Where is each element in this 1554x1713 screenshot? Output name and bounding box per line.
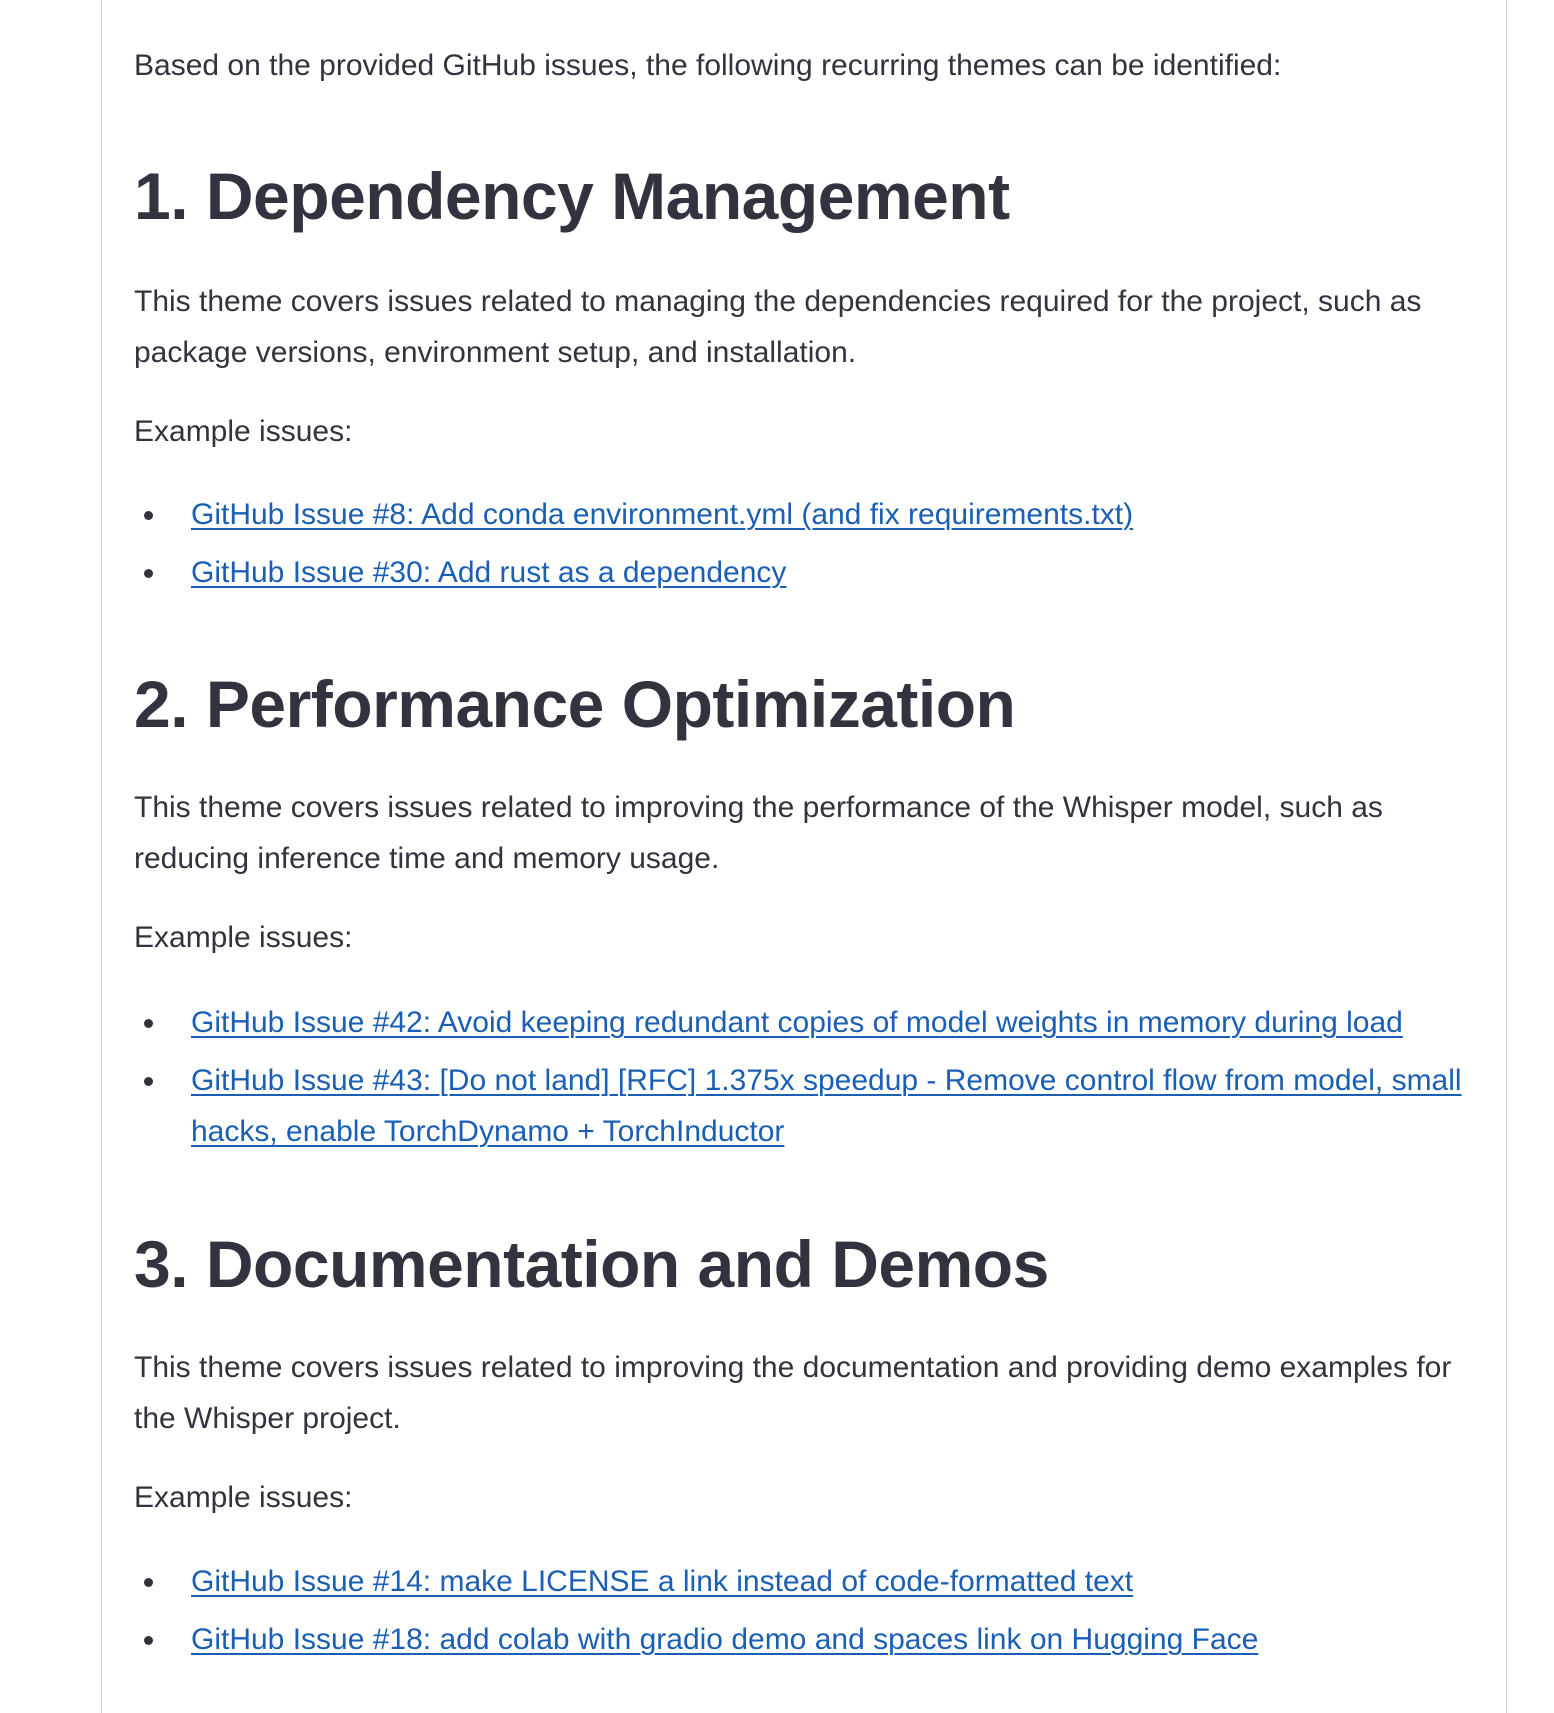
- example-issues-label: Example issues:: [134, 1481, 353, 1514]
- bullet-icon: [144, 1077, 153, 1086]
- bullet-icon: [144, 1636, 153, 1645]
- bullet-icon: [144, 511, 153, 520]
- issue-link[interactable]: GitHub Issue #14: make LICENSE a link instead of code-formatted text: [191, 1565, 1134, 1598]
- issue-link[interactable]: GitHub Issue #43: [Do not land] [RFC] 1.375x speedup - Remove control flow from model, small hacks, enable TorchDynamo + TorchInductor: [191, 1064, 1462, 1148]
- list-item: [134, 997, 1482, 1048]
- section-description: This theme covers issues related to improving the documentation and providing demo examples for the Whisper project.: [134, 1351, 1452, 1435]
- content-panel: [101, 0, 1507, 1713]
- issue-link[interactable]: GitHub Issue #8: Add conda environment.yml (and fix requirements.txt): [191, 498, 1134, 531]
- section-description: This theme covers issues related to managing the dependencies required for the project, such as package versions, environment setup, and installation.: [134, 285, 1422, 369]
- issue-list: [134, 1556, 1482, 1672]
- section-heading: 2. Performance Optimization: [134, 667, 1016, 741]
- section-documentation-and-demos: [134, 1224, 1482, 1656]
- issue-link[interactable]: GitHub Issue #42: Avoid keeping redundant copies of model weights in memory during load: [191, 1006, 1403, 1039]
- list-item: [134, 489, 1482, 540]
- example-issues-label: Example issues:: [134, 415, 353, 448]
- bullet-icon: [144, 1578, 153, 1587]
- issue-link[interactable]: GitHub Issue #18: add colab with gradio demo and spaces link on Hugging Face: [191, 1623, 1259, 1656]
- section-heading: 3. Documentation and Demos: [134, 1227, 1049, 1301]
- section-dependency-management: [134, 156, 1482, 589]
- list-item: [134, 1556, 1482, 1607]
- list-item: [134, 1055, 1482, 1157]
- bullet-icon: [144, 1019, 153, 1028]
- section-performance-optimization: [134, 664, 1482, 1148]
- list-item: [134, 1614, 1482, 1665]
- bullet-icon: [144, 569, 153, 578]
- issue-link[interactable]: GitHub Issue #30: Add rust as a dependency: [191, 556, 787, 589]
- intro-text: Based on the provided GitHub issues, the following recurring themes can be identified:: [134, 49, 1282, 82]
- issue-list: [134, 997, 1482, 1164]
- issue-list: [134, 489, 1482, 605]
- list-item: [134, 547, 1482, 598]
- section-heading: 1. Dependency Management: [134, 159, 1010, 233]
- section-description: This theme covers issues related to improving the performance of the Whisper model, such as reducing inference time and memory usage.: [134, 791, 1383, 875]
- example-issues-label: Example issues:: [134, 921, 353, 954]
